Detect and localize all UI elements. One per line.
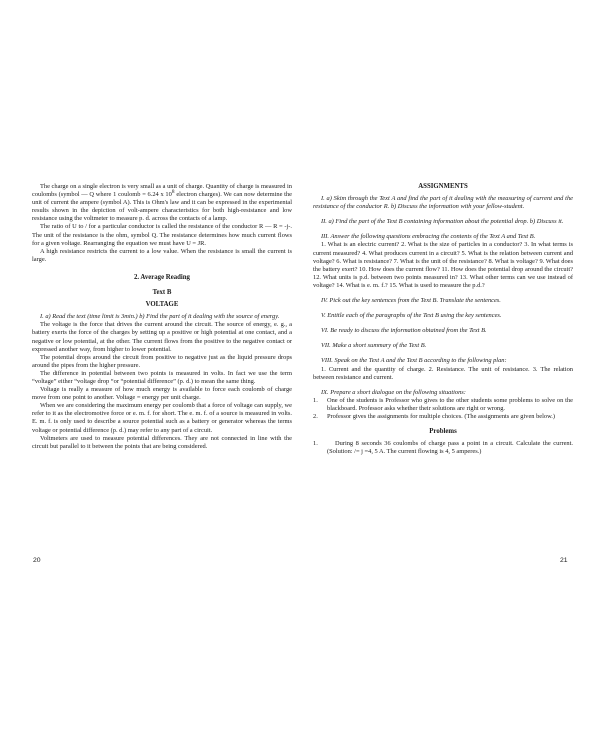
text-subtitle: VOLTAGE bbox=[145, 301, 179, 309]
paragraph: Voltmeters are used to measure potential differences. They are not connected in line with the circuit but parallel to it between the points that are being considered. bbox=[32, 434, 292, 450]
paragraph: Voltage is really a measure of how much energy is available to force each coulomb of charge move from one point to another. Voltage = energy per unit charge. bbox=[32, 386, 292, 402]
plan: 1. Current and the quantity of charge. 2. Resistance. The unit of resistance. 3. The relation between resistance and current. bbox=[313, 365, 573, 381]
list-text: During 8 seconds 36 coulombs of charge pass a point in a circuit. Calculate the current. (Solution: /= j =4, 5 A. The current flowing is 4, 5 amperes.) bbox=[327, 440, 573, 456]
list-item bbox=[313, 413, 573, 421]
list-number: 2. bbox=[313, 412, 318, 420]
assignment: IV. Pick out the key sentences from the Text B. Translate the sentences. bbox=[321, 297, 501, 305]
list-item bbox=[313, 397, 573, 413]
list-number: 1. bbox=[313, 440, 318, 448]
left-page bbox=[32, 183, 292, 451]
text-title: Text B bbox=[152, 289, 172, 297]
assignment: VIII. Speak on the Text A and the Text B according to the following plan: bbox=[321, 357, 507, 365]
paragraph: The potential drops around the circuit from positive to negative just as the liquid pressure drops around the pipes from the higher pressure. bbox=[32, 353, 292, 369]
paragraph: When we are considering the maximum energy per coulomb that a force of voltage can supply, we refer to it as the electromotive force or e. m. f. for short. The e. m. f. of a source is measured in volts. E. m. f. is only used to describe a source potential such as a battery or generator whereas the terms voltage or potential difference (p. d.) may refer to any part of a circuit. bbox=[32, 402, 292, 434]
assignment: V. Entitle each of the paragraphs of the Text B using the key sentences. bbox=[321, 312, 502, 320]
assignment: VII. Make a short summary of the Text B. bbox=[321, 342, 427, 350]
paragraph: The difference in potential between two points is measured in volts. In fact we use the term “voltage” either “voltage drop “or “potential difference” (p. d.) to mean the same thing. bbox=[32, 369, 292, 385]
paragraph: The voltage is the force that drives the current around the circuit. The source of energy, e. g., a battery exerts the force of the charges by setting up a positive or high potential at one contact, and a negative or low potential, at the other. The current flows from the positive to the negative contact or expressed another way, from higher to lower potential. bbox=[32, 321, 292, 353]
page-number: 21 bbox=[560, 557, 568, 564]
questions: 1. What is an electric current? 2. What is the size of particles in a conductor? 3. In what terms is current measured? 4. What produces current in a circuit? 5. What is the relation between current and voltage? 6. What is resistance? 7. What is the unit of the resistance? 8. What is voltage? 9. What does the battery exert? 10. How does the current flow? 11. How does the potential drop around the circuit? 12. What units is p.d. between two points measured in? 13. What other terms can we use instead of voltage? 14. What is e. m. f.? 15. What is used to measure the p.d.? bbox=[313, 241, 573, 289]
page-number: 20 bbox=[33, 557, 41, 564]
section-heading: ASSIGNMENTS bbox=[418, 183, 468, 190]
task: I. a) Read the text (time limit is 3min.) b) Find the part of it dealing with the source of energy. bbox=[40, 313, 280, 321]
text: electron charges). We can now determine the unit of current the ampere (symbol A). This is Ohm's law and it can be expressed in the experimental results shown in the depiction of volt-ampere characteristics for both high-resistance and low resistance using the voltmeter to measure p. d. across the contacts of a lamp. bbox=[32, 191, 292, 223]
list-text: Professor gives the assignments for multiple choices. (The assignments are given below.) bbox=[327, 412, 555, 420]
right-page bbox=[313, 183, 573, 456]
paragraph: A high resistance restricts the current to a low value. When the resistance is small the current is large. bbox=[32, 247, 292, 263]
list-item bbox=[313, 440, 573, 456]
paragraph bbox=[32, 183, 292, 223]
assignment: VI. Be ready to discuss the information obtained from the Text B. bbox=[321, 327, 487, 335]
superscript: 8 bbox=[171, 188, 175, 195]
list-number: 1. bbox=[313, 396, 318, 404]
assignment: IX. Prepare a short dialogue on the following situations: bbox=[321, 388, 466, 396]
list-text: One of the students is Professor who gives to the other students some problems to solve on the blackboard. Professor asks whether their solutions are right or wrong. bbox=[327, 396, 573, 412]
section-heading: Problems bbox=[429, 428, 457, 436]
assignment: I. a) Skim through the Text A and find the part of it dealing with the measuring of current and the resistance of the conductor R. b) Discuss the information with your fellow-student. bbox=[313, 195, 573, 211]
text: The charge on a single electron is very small as a unit of charge. Quantity of charge is measured in coulombs (symbol — Q where 1 coulomb = 6.24 x 10 bbox=[32, 183, 292, 199]
assignment: II. a) Find the part of the Text B containing information about the potential drop. b) Discuss it. bbox=[321, 218, 564, 226]
assignment: III. Answer the following questions embracing the contents of the Text A and Text B. bbox=[321, 233, 536, 241]
section-heading: 2. Average Reading bbox=[134, 273, 190, 281]
paragraph: The ratio of U to / for a particular conductor is called the resistance of the conductor R — R = -j-. The unit of the resistance is the ohm, symbol Q. The resistance determines how much current flows for a given voltage. Rearranging the equation we must have U = JR. bbox=[32, 223, 292, 247]
